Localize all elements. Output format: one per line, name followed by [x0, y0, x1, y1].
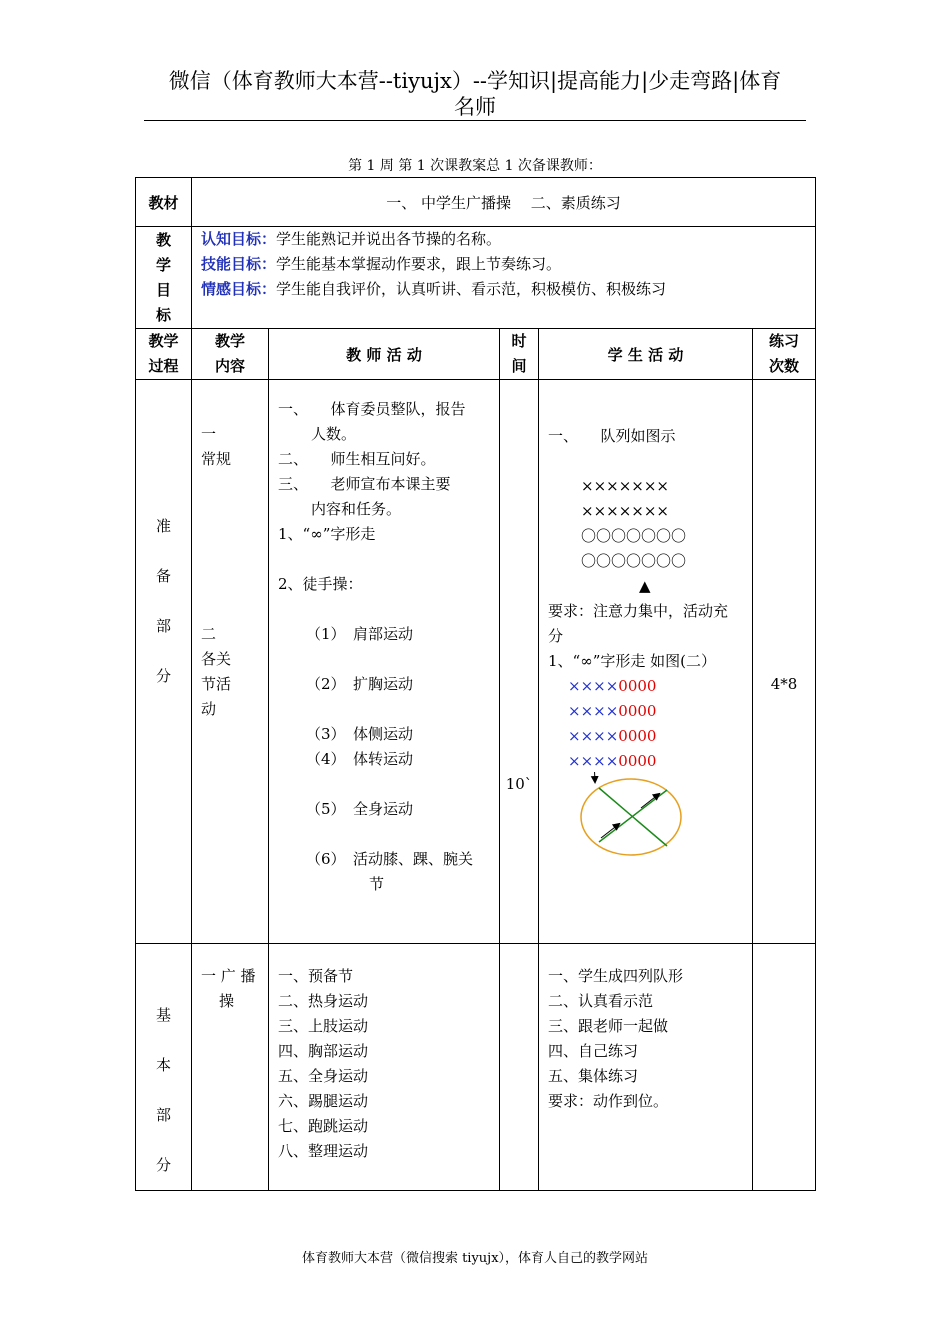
figure-row	[568, 749, 752, 774]
material-value: 一、 中学生广播操 二、素质练习	[192, 178, 816, 227]
page-header	[140, 68, 810, 120]
material-row	[136, 178, 816, 227]
teacher-line: 三、 老师宣布本课主要	[278, 475, 451, 493]
basic-student-item: 三、跟老师一起做	[548, 1017, 669, 1035]
exercise-line: （4） 体转运动	[306, 750, 414, 768]
basic-student-activity	[539, 944, 753, 1191]
material-label: 教材	[136, 178, 192, 227]
goals-content	[192, 227, 816, 329]
prep-row	[136, 380, 816, 944]
figure-row	[568, 674, 752, 699]
goals-label-char: 目	[155, 281, 171, 299]
header-line-2: 名师	[454, 95, 496, 119]
student-line: 1、“∞”字形走 如图(二）	[548, 652, 716, 670]
col-reps-line: 练习	[768, 332, 799, 350]
formation-row: 〇〇〇〇〇〇〇	[581, 527, 687, 545]
goal-text: 学生能熟记并说出各节操的名称。	[276, 230, 502, 248]
figure-x: ××××	[568, 752, 619, 770]
goal-label: 认知目标：	[201, 230, 277, 248]
prep-content-line: 节活	[201, 675, 232, 693]
goal-label: 情感目标：	[201, 280, 277, 298]
page-footer: 体育教师大本营（微信搜索 tiyujx），体育人自己的教学网站	[301, 1251, 649, 1266]
header-rule	[144, 120, 806, 121]
formation-row: ×××××××	[581, 477, 669, 495]
goal-cognitive	[201, 227, 815, 252]
col-reps	[753, 329, 816, 380]
teacher-line: 人数。	[311, 425, 357, 443]
goal-emotion	[201, 277, 815, 302]
col-content-line: 教学	[214, 332, 245, 350]
goals-label	[136, 227, 192, 329]
prep-phase-char: 备	[155, 567, 171, 585]
prep-phase-char: 部	[155, 617, 171, 635]
goals-row	[136, 227, 816, 329]
col-student: 学 生 活 动	[539, 329, 753, 380]
goal-text: 学生能自我评价，认真听讲、看示范，积极模仿、积极练习	[276, 280, 667, 298]
goal-text: 学生能基本掌握动作要求，跟上节奏练习。	[276, 255, 562, 273]
basic-teacher-item: 三、上肢运动	[278, 1017, 369, 1035]
figure-eight-diagram	[579, 772, 689, 862]
prep-reps-value: 4*8	[770, 675, 798, 693]
teacher-line: 一、 体育委员整队，报告	[278, 400, 466, 418]
prep-content-line: 一	[201, 425, 217, 443]
formation-row: 〇〇〇〇〇〇〇	[581, 552, 687, 570]
prep-phase	[136, 380, 192, 944]
prep-content-line: 各关	[201, 650, 232, 668]
column-header-row	[136, 329, 816, 380]
col-time	[500, 329, 539, 380]
exercise-line: 节	[369, 875, 385, 893]
exercise-line: （5） 全身运动	[306, 800, 414, 818]
basic-phase-char: 基	[155, 1006, 171, 1024]
figure-x: ××××	[568, 702, 619, 720]
basic-teacher-item: 二、热身运动	[278, 992, 369, 1010]
basic-teacher-item: 八、整理运动	[278, 1142, 369, 1160]
header-line-1: 微信（体育教师大本营--tiyujx）--学知识|提高能力|少走弯路|体育	[168, 69, 782, 93]
basic-teacher-list	[269, 944, 499, 1164]
col-content	[192, 329, 269, 380]
basic-student-item: 二、认真看示范	[548, 992, 654, 1010]
goals-label-char: 学	[155, 256, 171, 274]
goals-label-char: 标	[155, 306, 171, 324]
arrow-icon	[601, 824, 619, 838]
figure-row	[568, 699, 752, 724]
arrow-icon	[641, 794, 659, 808]
lesson-caption: 第 1 周 第 1 次课教案总 1 次备课教师：	[348, 158, 602, 174]
figure-row	[568, 724, 752, 749]
col-time-line: 时	[511, 332, 527, 350]
goal-label: 技能目标：	[201, 255, 277, 273]
basic-student-item: 五、集体练习	[548, 1067, 639, 1085]
basic-row	[136, 944, 816, 1191]
teacher-triangle-icon: ▲	[639, 577, 651, 595]
exercise-line: （2） 扩胸运动	[306, 675, 414, 693]
prep-phase-char: 准	[155, 517, 171, 535]
student-line: 一、 队列如图示	[548, 427, 676, 445]
basic-content	[192, 944, 269, 1191]
prep-content-line: 二	[201, 625, 217, 643]
basic-student-item: 四、自己练习	[548, 1042, 639, 1060]
basic-student-list	[539, 944, 752, 1114]
arrow-icon	[594, 772, 595, 782]
figure-o: 0000	[618, 752, 657, 770]
basic-teacher-item: 六、踢腿运动	[278, 1092, 369, 1110]
basic-content-line: 一 广 播	[201, 967, 256, 985]
figure-formation	[548, 674, 752, 774]
col-content-line: 内容	[214, 357, 245, 375]
figure-o: 0000	[618, 677, 657, 695]
basic-student-item: 要求：动作到位。	[548, 1092, 669, 1110]
prep-content-line: 常规	[201, 450, 232, 468]
basic-teacher-item: 一、预备节	[278, 967, 354, 985]
basic-teacher-activity	[269, 944, 500, 1191]
prep-content	[192, 380, 269, 944]
teacher-line: 内容和任务。	[311, 500, 402, 518]
basic-teacher-item: 四、胸部运动	[278, 1042, 369, 1060]
basic-time	[500, 944, 539, 1191]
prep-student-activity	[539, 380, 753, 944]
teacher-line: 2、徒手操：	[278, 575, 363, 593]
prep-teacher-activity	[269, 380, 500, 944]
goals-label-char: 教	[155, 231, 171, 249]
student-line: 分	[548, 627, 564, 645]
track-diagonal	[599, 790, 667, 842]
exercise-line: （1） 肩部运动	[306, 625, 414, 643]
figure-o: 0000	[618, 702, 657, 720]
prep-time-value: 10`	[505, 775, 533, 793]
prep-content-line: 动	[201, 700, 217, 718]
prep-phase-char: 分	[155, 667, 171, 685]
basic-phase-char: 分	[155, 1156, 171, 1174]
figure-x: ××××	[568, 677, 619, 695]
track-diagonal	[599, 788, 667, 846]
basic-teacher-item: 五、全身运动	[278, 1067, 369, 1085]
basic-student-item: 一、学生成四列队形	[548, 967, 684, 985]
exercise-line: （6） 活动膝、踝、腕关	[306, 850, 474, 868]
col-reps-line: 次数	[768, 357, 799, 375]
teacher-line: 1、“∞”字形走	[278, 525, 376, 543]
col-process	[136, 329, 192, 380]
basic-reps	[753, 944, 816, 1191]
col-teacher: 教 师 活 动	[269, 329, 500, 380]
col-process-line: 教学	[148, 332, 179, 350]
basic-teacher-item: 七、跑跳运动	[278, 1117, 369, 1135]
lesson-plan-table	[135, 177, 816, 1191]
student-line: 要求：注意力集中，活动充	[548, 602, 729, 620]
basic-phase-char: 部	[155, 1106, 171, 1124]
basic-content-line: 操	[219, 992, 235, 1010]
goal-skill	[201, 252, 815, 277]
figure-o: 0000	[618, 727, 657, 745]
teacher-line: 二、 师生相互问好。	[278, 450, 436, 468]
figure-x: ××××	[568, 727, 619, 745]
formation	[548, 474, 752, 599]
formation-row: ×××××××	[581, 502, 669, 520]
col-process-line: 过程	[148, 357, 179, 375]
basic-phase	[136, 944, 192, 1191]
col-time-line: 间	[511, 357, 527, 375]
basic-phase-char: 本	[155, 1056, 171, 1074]
prep-time	[500, 380, 539, 944]
exercise-line: （3） 体侧运动	[306, 725, 414, 743]
prep-reps	[753, 380, 816, 944]
